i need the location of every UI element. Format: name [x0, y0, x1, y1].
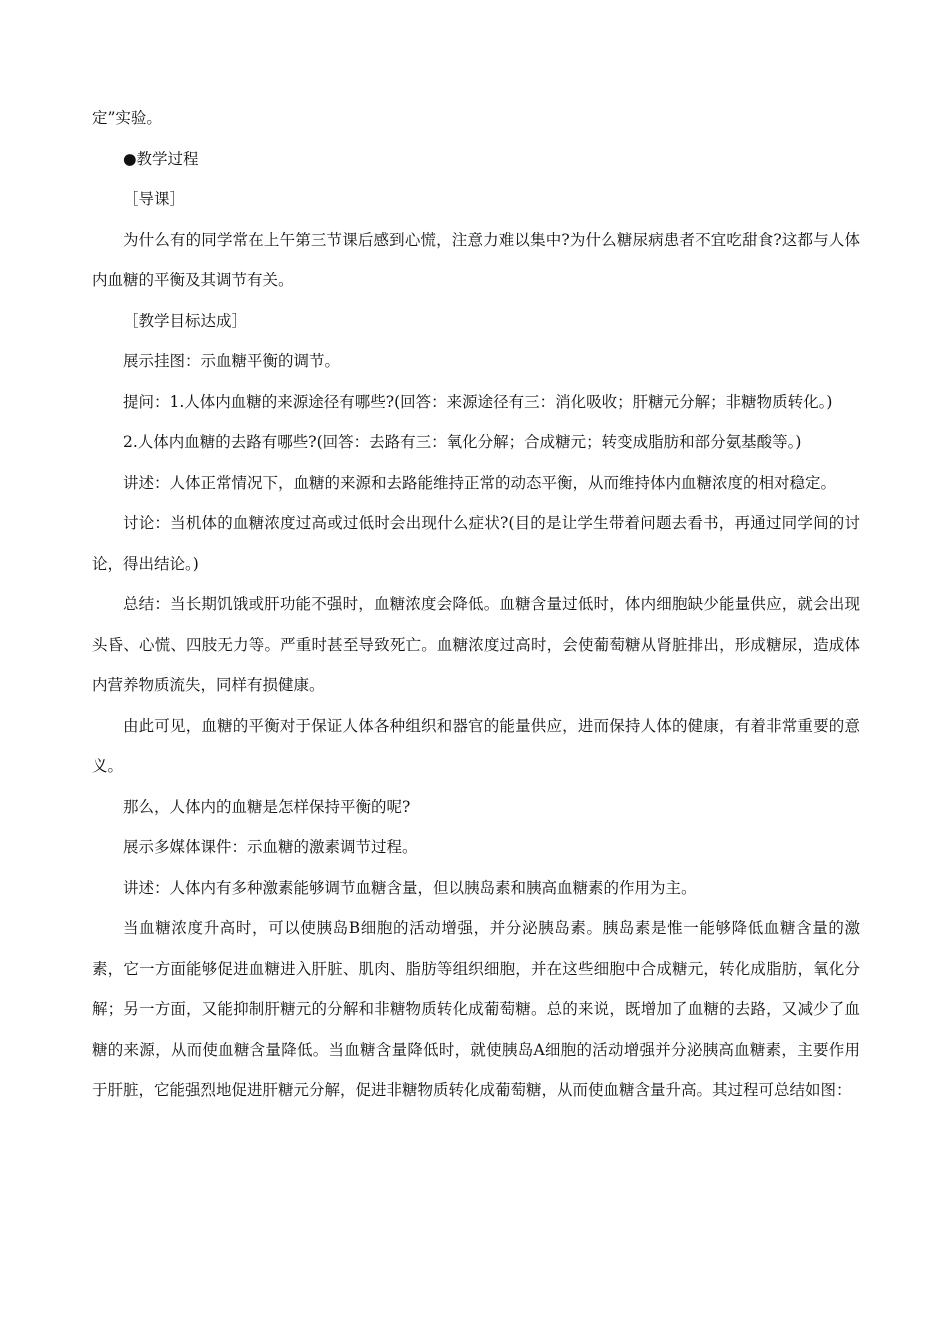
subheading-objectives: ［教学目标达成］: [123, 311, 248, 330]
paragraph-intro-question: 为什么有的同学常在上午第三节课后感到心慌，注意力难以集中?为什么糖尿病患者不宜吃甜食?这都与人体内血糖的平衡及其调节有关。: [92, 230, 860, 289]
paragraph-narration-balance: 讲述：人体正常情况下，血糖的来源和去路能维持正常的动态平衡，从而维持体内血糖浓度的相对稳定。: [123, 473, 837, 492]
paragraph-question-2: 2.人体内血糖的去路有哪些?(回答：去路有三：氧化分解；合成糖元；转变成脂肪和部分氨基酸等。): [123, 433, 802, 451]
subheading-intro: ［导课］: [123, 190, 186, 208]
paragraph-summary: 总结：当长期饥饿或肝功能不强时，血糖浓度会降低。血糖含量过低时，体内细胞缺少能量供应，就会出现头昏、心慌、四肢无力等。严重时甚至导致死亡。血糖浓度过高时，会使葡萄糖从肾脏排出，形成糖尿，造成体内营养物质流失，同样有损健康。: [92, 595, 860, 694]
paragraph-transition-question: 那么，人体内的血糖是怎样保持平衡的呢?: [123, 797, 411, 816]
section-heading-teaching-process: ●教学过程: [123, 149, 199, 168]
paragraph-narration-hormones: 讲述：人体内有多种激素能够调节血糖含量，但以胰岛素和胰高血糖素的作用为主。: [123, 878, 697, 897]
document-page: [92, 98, 860, 1111]
paragraph-significance: 由此可见，血糖的平衡对于保证人体各种组织和器官的能量供应，进而保持人体的健康，有着非常重要的意义。: [92, 716, 860, 775]
paragraph-continuation: 定”实验。: [92, 109, 162, 127]
paragraph-show-chart: 展示挂图：示血糖平衡的调节。: [123, 352, 341, 370]
paragraph-question-1: 提问：1.人体内血糖的来源途径有哪些?(回答：来源途径有三：消化吸收；肝糖元分解；非糖物质转化。): [123, 392, 833, 411]
paragraph-show-courseware: 展示多媒体课件：示血糖的激素调节过程。: [123, 838, 418, 856]
paragraph-insulin-glucagon: 当血糖浓度升高时，可以使胰岛B细胞的活动增强，并分泌胰岛素。胰岛素是惟一能够降低血糖含量的激素，它一方面能够促进血糖进入肝脏、肌肉、脂肪等组织细胞，并在这些细胞中合成糖元，转化成脂肪，氧化分解；另一方面，又能抑制肝糖元的分解和非糖物质转化成葡萄糖。总的来说，既增加了血糖的去路，又减少了血糖的来源，从而使血糖含量降低。当血糖含量降低时，就使胰岛A细胞的活动增强并分泌胰高血糖素，主要作用于肝脏，它能强烈地促进肝糖元分解，促进非糖物质转化成葡萄糖，从而使血糖含量升高。其过程可总结如图：: [92, 919, 860, 1099]
paragraph-discussion: 讨论：当机体的血糖浓度过高或过低时会出现什么症状?(目的是让学生带着问题去看书，再通过同学间的讨论，得出结论。): [92, 514, 860, 573]
